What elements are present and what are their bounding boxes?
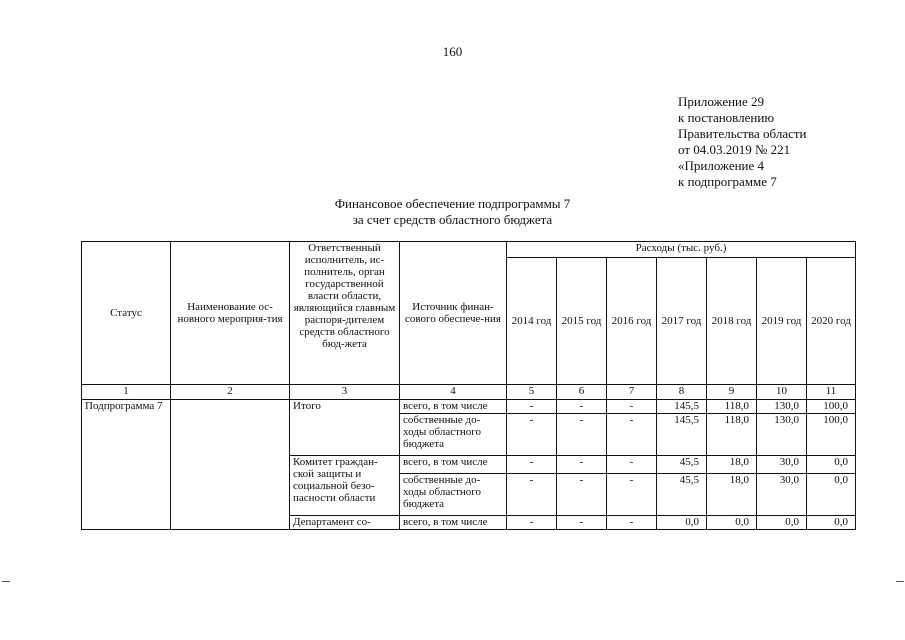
- source-cell: собственные до-ходы областного бюджета: [400, 414, 507, 456]
- value-cell: -: [607, 516, 657, 530]
- value-cell: -: [507, 516, 557, 530]
- value-cell: -: [557, 400, 607, 414]
- value-cell: -: [607, 456, 657, 474]
- value-cell: -: [507, 456, 557, 474]
- appendix-line: к постановлению: [678, 110, 775, 125]
- value-cell: -: [557, 516, 607, 530]
- value-cell: 100,0: [807, 400, 856, 414]
- value-cell: 130,0: [757, 400, 807, 414]
- column-number: 9: [707, 385, 757, 400]
- value-cell: 0,0: [807, 516, 856, 530]
- value-cell: 45,5: [657, 474, 707, 516]
- column-number: 7: [607, 385, 657, 400]
- column-number: 11: [807, 385, 856, 400]
- appendix-line: Приложение 29: [678, 94, 765, 109]
- header-status: Статус: [82, 242, 171, 385]
- value-cell: 145,5: [657, 414, 707, 456]
- executor-cell: Комитет граждан-ской защиты и социальной безо-пасности области: [290, 456, 400, 516]
- column-number: 8: [657, 385, 707, 400]
- column-number: 6: [557, 385, 607, 400]
- header-expenses: Расходы (тыс. руб.): [507, 242, 856, 258]
- value-cell: -: [607, 400, 657, 414]
- value-cell: -: [507, 400, 557, 414]
- value-cell: 18,0: [707, 474, 757, 516]
- column-number: 4: [400, 385, 507, 400]
- executor-cell: Итого: [290, 400, 400, 456]
- value-cell: 45,5: [657, 456, 707, 474]
- value-cell: -: [607, 474, 657, 516]
- value-cell: 100,0: [807, 414, 856, 456]
- source-cell: всего, в том числе: [400, 516, 507, 530]
- value-cell: 18,0: [707, 456, 757, 474]
- scan-edge-mark: [2, 581, 10, 582]
- column-number: 3: [290, 385, 400, 400]
- column-number: 10: [757, 385, 807, 400]
- appendix-line: Правительства области: [678, 126, 807, 141]
- value-cell: 118,0: [707, 400, 757, 414]
- header-executor: Ответственный исполнитель, ис-полнитель, орган государственной власти области, являющийся главным распоря-дителем средств областного бюд-жета: [290, 242, 400, 385]
- appendix-line: к подпрограмме 7: [678, 174, 777, 189]
- scan-edge-mark: [896, 581, 904, 582]
- column-number: 2: [171, 385, 290, 400]
- column-number: 1: [82, 385, 171, 400]
- appendix-line: «Приложение 4: [678, 158, 765, 173]
- header-year: 2018 год: [707, 258, 757, 385]
- value-cell: -: [607, 414, 657, 456]
- value-cell: 0,0: [707, 516, 757, 530]
- value-cell: 30,0: [757, 474, 807, 516]
- header-year: 2015 год: [557, 258, 607, 385]
- value-cell: 0,0: [807, 474, 856, 516]
- header-source: Источник финан-сового обеспече-ния: [400, 242, 507, 385]
- column-number: 5: [507, 385, 557, 400]
- measure-cell: [171, 400, 290, 530]
- value-cell: -: [557, 414, 607, 456]
- page-number: 160: [442, 44, 463, 59]
- source-cell: всего, в том числе: [400, 456, 507, 474]
- table-title: [0, 196, 905, 228]
- header-year: 2017 год: [657, 258, 707, 385]
- status-cell: Подпрограмма 7: [82, 400, 171, 530]
- title-line: за счет средств областного бюджета: [352, 212, 553, 227]
- value-cell: 0,0: [657, 516, 707, 530]
- title-line: Финансовое обеспечение подпрограммы 7: [334, 196, 571, 211]
- header-measure: Наименование ос-новного мероприя-тия: [171, 242, 290, 385]
- table-row: [82, 400, 856, 414]
- source-cell: собственные до-ходы областного бюджета: [400, 474, 507, 516]
- header-year: 2019 год: [757, 258, 807, 385]
- value-cell: -: [507, 414, 557, 456]
- value-cell: 118,0: [707, 414, 757, 456]
- value-cell: -: [507, 474, 557, 516]
- financing-table: [81, 241, 856, 530]
- appendix-line: от 04.03.2019 № 221: [678, 142, 791, 157]
- value-cell: 130,0: [757, 414, 807, 456]
- executor-cell: Департамент со-: [290, 516, 400, 530]
- value-cell: 0,0: [757, 516, 807, 530]
- header-year: 2020 год: [807, 258, 856, 385]
- value-cell: 145,5: [657, 400, 707, 414]
- value-cell: 30,0: [757, 456, 807, 474]
- column-number-row: [82, 385, 856, 400]
- value-cell: -: [557, 456, 607, 474]
- appendix-block: [678, 94, 807, 190]
- value-cell: -: [557, 474, 607, 516]
- value-cell: 0,0: [807, 456, 856, 474]
- header-year: 2016 год: [607, 258, 657, 385]
- source-cell: всего, в том числе: [400, 400, 507, 414]
- header-year: 2014 год: [507, 258, 557, 385]
